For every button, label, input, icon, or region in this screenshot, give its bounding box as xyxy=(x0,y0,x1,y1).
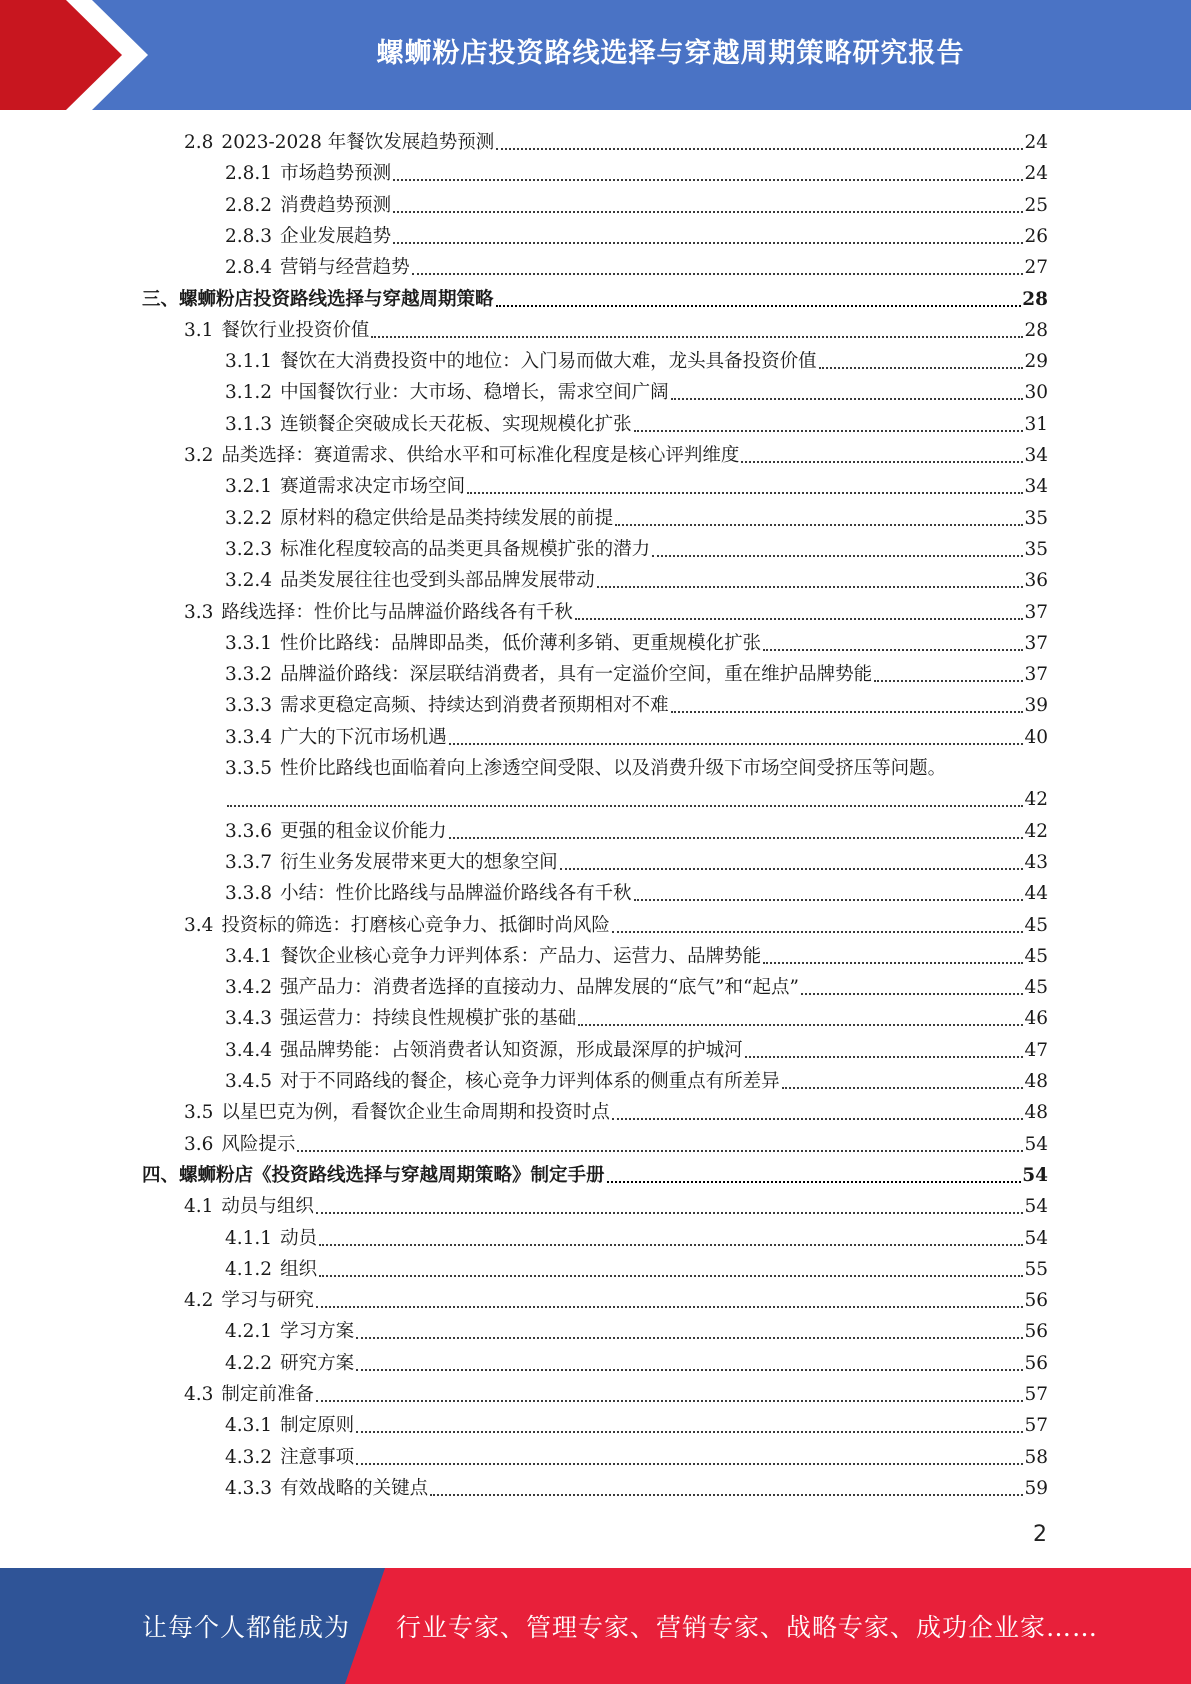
toc-entry-number: 3.3.8 xyxy=(225,883,273,905)
toc-entry[interactable] xyxy=(184,127,1048,155)
toc-entry[interactable] xyxy=(184,1129,1048,1157)
toc-entry-title: 制定前准备 xyxy=(221,1384,314,1405)
toc-entry[interactable] xyxy=(225,221,1048,249)
toc-dot-leader xyxy=(612,1118,1024,1120)
toc-entry-page: 48 xyxy=(1024,1102,1048,1124)
toc-dot-leader xyxy=(801,993,1024,995)
toc-entry-title: 衍生业务发展带来更大的想象空间 xyxy=(280,851,558,873)
toc-dot-leader xyxy=(371,336,1023,338)
toc-entry[interactable] xyxy=(225,252,1048,280)
toc-entry-page: 30 xyxy=(1024,382,1048,404)
toc-entry-number: 4.2 xyxy=(184,1290,214,1312)
toc-dot-leader xyxy=(741,461,1023,463)
toc-entry[interactable] xyxy=(225,1066,1048,1094)
toc-entry-title: 餐饮行业投资价值 xyxy=(221,319,370,341)
toc-dot-leader xyxy=(467,492,1023,494)
toc-entry-number: 3.3 xyxy=(184,601,214,623)
toc-entry-title: 需求更稳定高频、持续达到消费者预期相对不难 xyxy=(280,695,669,717)
toc-entry-page: 44 xyxy=(1024,883,1048,905)
toc-entry-page: 46 xyxy=(1024,1008,1048,1030)
toc-entry-number: 4.3 xyxy=(184,1384,214,1405)
toc-dot-leader xyxy=(449,743,1024,745)
toc-entry-number: 4.1.1 xyxy=(225,1227,273,1249)
toc-dot-leader xyxy=(356,1369,1023,1371)
toc-entry-page: 54 xyxy=(1024,1227,1048,1249)
toc-dot-leader xyxy=(356,1463,1023,1465)
toc-entry-number: 2.8.2 xyxy=(225,194,273,216)
toc-dot-leader xyxy=(615,524,1023,526)
toc-entry-title-line xyxy=(225,757,946,781)
toc-dot-leader xyxy=(319,1275,1023,1277)
toc-entry-page: 58 xyxy=(1024,1446,1048,1468)
footer-slogan-left: 让每个人都能成为 xyxy=(142,1613,351,1642)
toc-entry-number: 4.3.2 xyxy=(225,1446,273,1468)
toc-entry-title: 消费趋势预测 xyxy=(280,194,392,216)
toc-entry-title: 性价比路线：品牌即品类，低价薄利多销、更重规模化扩张 xyxy=(280,632,762,654)
toc-entry-title: 强运营力：持续良性规模扩张的基础 xyxy=(280,1008,577,1030)
toc-dot-leader xyxy=(393,211,1023,213)
toc-entry-title: 研究方案 xyxy=(280,1352,355,1374)
toc-entry-title: 学习方案 xyxy=(280,1321,355,1343)
toc-entry[interactable] xyxy=(225,190,1048,218)
toc-entry[interactable] xyxy=(225,409,1048,437)
toc-entry-page: 56 xyxy=(1024,1290,1048,1312)
toc-entry-title: 餐饮在大消费投资中的地位：入门易而做大难，龙头具备投资价值 xyxy=(280,351,817,373)
toc-entry-title: 品牌溢价路线：深层联结消费者，具有一定溢价空间，重在维护品牌势能 xyxy=(280,664,873,686)
toc-entry-number: 3.2 xyxy=(184,445,214,466)
page-footer xyxy=(0,1568,1191,1684)
toc-entry-number: 3.3.7 xyxy=(225,851,273,873)
toc-entry[interactable] xyxy=(184,1097,1048,1125)
toc-entry-page: 34 xyxy=(1024,476,1048,498)
toc-entry-title: 赛道需求决定市场空间 xyxy=(280,476,466,498)
toc-entry-title: 动员 xyxy=(280,1227,318,1249)
toc-entry-title: 2023-2028 年餐饮发展趋势预测 xyxy=(221,132,495,153)
toc-dot-leader xyxy=(874,680,1023,682)
toc-entry-page: 54 xyxy=(1024,1196,1048,1218)
toc-entry-number: 3.2.3 xyxy=(225,538,273,560)
toc-entry-number: 3.1.2 xyxy=(225,382,273,404)
toc-entry-title: 路线选择：性价比与品牌溢价路线各有千秋 xyxy=(221,601,573,623)
toc-entry-page: 57 xyxy=(1024,1384,1048,1405)
toc-entry-number: 3.3.5 xyxy=(225,758,273,779)
toc-dot-leader xyxy=(316,1306,1024,1308)
toc-entry[interactable] xyxy=(225,471,1048,499)
toc-entry-page: 56 xyxy=(1024,1321,1048,1343)
toc-entry-number: 2.8.3 xyxy=(225,225,273,247)
toc-entry-page: 56 xyxy=(1024,1352,1048,1374)
toc-entry-number: 3.1.1 xyxy=(225,351,273,373)
toc-entry-title: 强品牌势能：占领消费者认知资源，形成最深厚的护城河 xyxy=(280,1039,743,1061)
toc-dot-leader xyxy=(227,805,1023,807)
toc-entry[interactable] xyxy=(184,440,1048,468)
toc-entry-number: 3.4 xyxy=(184,914,214,936)
toc-entry[interactable] xyxy=(184,597,1048,625)
toc-entry-page: 24 xyxy=(1024,163,1048,185)
toc-entry-page: 35 xyxy=(1024,538,1048,560)
toc-dot-leader xyxy=(763,962,1023,964)
toc-entry-title: 强产品力：消费者选择的直接动力、品牌发展的“底气”和“起点” xyxy=(280,977,799,999)
toc-dot-leader xyxy=(393,242,1023,244)
toc-entry[interactable] xyxy=(225,847,1048,875)
toc-entry-page: 59 xyxy=(1024,1477,1048,1499)
toc-entry-number: 3.2.1 xyxy=(225,476,273,498)
toc-entry[interactable] xyxy=(184,1379,1048,1407)
toc-dot-leader xyxy=(575,618,1024,620)
toc-entry-page: 54 xyxy=(1022,1164,1048,1186)
toc-dot-leader xyxy=(412,273,1024,275)
page-number: 2 xyxy=(1033,1522,1047,1547)
toc-entry-title: 市场趋势预测 xyxy=(280,163,392,185)
toc-entry-title: 企业发展趋势 xyxy=(280,225,392,247)
toc-entry-number: 3.4.3 xyxy=(225,1008,273,1030)
toc-entry-number: 4.1 xyxy=(184,1196,214,1218)
toc-dot-leader xyxy=(819,367,1024,369)
toc-entry-page: 48 xyxy=(1024,1071,1048,1092)
toc-entry-page: 57 xyxy=(1024,1415,1048,1437)
toc-dot-leader xyxy=(496,148,1023,150)
toc-dot-leader xyxy=(607,1181,1022,1183)
toc-entry-page: 45 xyxy=(1024,914,1048,936)
toc-entry-number: 3.3.4 xyxy=(225,726,273,748)
toc-entry-number: 3.1.3 xyxy=(225,413,273,435)
toc-entry-page: 37 xyxy=(1024,601,1048,623)
toc-entry-number: 4.2.1 xyxy=(225,1321,273,1343)
toc-entry-number: 3.3.3 xyxy=(225,695,273,717)
toc-entry[interactable] xyxy=(225,377,1048,405)
toc-entry-page: 45 xyxy=(1024,945,1048,967)
toc-entry-page: 26 xyxy=(1024,225,1048,247)
toc-entry-number: 3.4.4 xyxy=(225,1039,273,1061)
toc-entry-title: 餐饮企业核心竞争力评判体系：产品力、运营力、品牌势能 xyxy=(280,945,762,967)
toc-dot-leader xyxy=(597,586,1024,588)
toc-entry-page: 55 xyxy=(1024,1258,1048,1280)
toc-entry-title: 原材料的稳定供给是品类持续发展的前提 xyxy=(280,507,614,529)
footer-slogan-right: 行业专家、管理专家、营销专家、战略专家、成功企业家…… xyxy=(396,1613,1099,1642)
toc-entry-number: 3.2.4 xyxy=(225,570,273,592)
toc-entry-page: 43 xyxy=(1024,851,1048,873)
toc-entry[interactable] xyxy=(225,346,1048,374)
toc-entry-title: 注意事项 xyxy=(280,1446,355,1468)
toc-dot-leader xyxy=(496,305,1022,307)
toc-entry[interactable] xyxy=(225,565,1048,593)
toc-entry[interactable] xyxy=(225,972,1048,1000)
toc-entry[interactable] xyxy=(225,690,1048,718)
toc-entry[interactable] xyxy=(225,534,1048,562)
toc-entry[interactable] xyxy=(184,1191,1048,1219)
toc-entry-number: 4.2.2 xyxy=(225,1352,273,1374)
toc-entry-title: 组织 xyxy=(280,1258,318,1280)
toc-entry[interactable] xyxy=(225,878,1048,906)
toc-entry[interactable] xyxy=(225,1003,1048,1031)
toc-chapter-entry[interactable] xyxy=(142,284,1048,312)
toc-entry-page: 37 xyxy=(1024,632,1048,654)
toc-entry-number: 2.8 xyxy=(184,132,214,153)
toc-entry[interactable] xyxy=(225,503,1048,531)
toc-entry-page: 42 xyxy=(1024,820,1048,842)
toc-entry[interactable] xyxy=(184,910,1048,938)
page-header xyxy=(0,0,1191,110)
toc-dot-leader xyxy=(356,1337,1023,1339)
toc-entry-title: 风险提示 xyxy=(221,1133,296,1155)
toc-entry[interactable] xyxy=(225,1035,1048,1063)
toc-dot-leader xyxy=(560,868,1024,870)
toc-entry-page: 39 xyxy=(1024,695,1048,717)
toc-entry-title: 标准化程度较高的品类更具备规模扩张的潜力 xyxy=(280,538,651,560)
toc-entry-title: 营销与经营趋势 xyxy=(280,257,410,279)
toc-dot-leader xyxy=(634,899,1024,901)
toc-entry-number: 4.1.2 xyxy=(225,1258,273,1280)
toc-entry-title: 连锁餐企突破成长天花板、实现规模化扩张 xyxy=(280,413,632,435)
toc-dot-leader xyxy=(763,649,1023,651)
toc-entry[interactable] xyxy=(225,628,1048,656)
toc-dot-leader xyxy=(782,1087,1024,1089)
toc-entry-page: 24 xyxy=(1024,132,1048,153)
toc-entry[interactable] xyxy=(225,1473,1048,1501)
toc-entry-page: 40 xyxy=(1024,726,1048,748)
toc-entry-page: 29 xyxy=(1024,351,1048,373)
toc-dot-leader xyxy=(316,1212,1024,1214)
toc-entry[interactable] xyxy=(225,1442,1048,1470)
toc-dot-leader xyxy=(745,1056,1024,1058)
toc-dot-leader xyxy=(297,1150,1023,1152)
toc-dot-leader xyxy=(652,555,1023,557)
toc-entry[interactable] xyxy=(225,158,1048,186)
toc-entry-title: 三、螺蛳粉店投资路线选择与穿越周期策略 xyxy=(142,288,494,310)
toc-dot-leader xyxy=(671,398,1024,400)
toc-entry-number: 3.4.1 xyxy=(225,945,273,967)
toc-entry-number: 3.4.5 xyxy=(225,1071,273,1092)
toc-dot-leader xyxy=(449,837,1024,839)
toc-entry-title: 动员与组织 xyxy=(221,1196,314,1218)
toc-entry[interactable] xyxy=(225,722,1048,750)
toc-dot-leader xyxy=(612,931,1024,933)
toc-entry[interactable] xyxy=(184,315,1048,343)
toc-entry[interactable] xyxy=(225,1316,1048,1344)
toc-dot-leader xyxy=(634,430,1024,432)
toc-dot-leader xyxy=(393,179,1023,181)
toc-entry-number: 3.2.2 xyxy=(225,507,273,529)
toc-entry[interactable] xyxy=(184,1285,1048,1313)
toc-entry-title: 制定原则 xyxy=(280,1415,355,1437)
header-arrow-decoration xyxy=(0,0,160,110)
toc-dot-leader xyxy=(319,1244,1023,1246)
toc-entry-page: 42 xyxy=(1024,789,1048,811)
toc-entry-page: 35 xyxy=(1024,507,1048,529)
toc-entry-page: 27 xyxy=(1024,257,1048,279)
toc-entry-number: 3.3.1 xyxy=(225,632,273,654)
toc-entry-number: 3.6 xyxy=(184,1133,214,1155)
toc-entry-page: 54 xyxy=(1024,1133,1048,1155)
toc-dot-leader xyxy=(671,711,1024,713)
toc-dot-leader xyxy=(316,1400,1024,1402)
toc-entry-number: 3.3.6 xyxy=(225,820,273,842)
toc-entry[interactable] xyxy=(225,941,1048,969)
toc-entry-page: 28 xyxy=(1022,288,1048,310)
toc-entry-title: 广大的下沉市场机遇 xyxy=(280,726,447,748)
toc-chapter-entry[interactable] xyxy=(142,1160,1048,1188)
toc-entry[interactable] xyxy=(225,1410,1048,1438)
document-title: 螺蛳粉店投资路线选择与穿越周期策略研究报告 xyxy=(376,37,965,69)
toc-entry-title: 更强的租金议价能力 xyxy=(280,820,447,842)
toc-dot-leader xyxy=(430,1494,1023,1496)
toc-entry-title: 对于不同路线的餐企，核心竞争力评判体系的侧重点有所差异 xyxy=(280,1071,780,1092)
toc-entry-page: 34 xyxy=(1024,445,1048,466)
toc-entry-page: 31 xyxy=(1024,413,1048,435)
toc-entry-number: 3.4.2 xyxy=(225,977,273,999)
toc-entry-title: 以星巴克为例，看餐饮企业生命周期和投资时点 xyxy=(221,1102,610,1124)
toc-dot-leader xyxy=(356,1431,1023,1433)
toc-entry-number: 3.1 xyxy=(184,319,214,341)
toc-entry-page: 36 xyxy=(1024,570,1048,592)
toc-entry-title: 中国餐饮行业：大市场、稳增长，需求空间广阔 xyxy=(280,382,669,404)
toc-entry[interactable] xyxy=(225,659,1048,687)
toc-entry-page: 47 xyxy=(1024,1039,1048,1061)
toc-entry-page: 25 xyxy=(1024,194,1048,216)
toc-entry-number: 4.3.3 xyxy=(225,1477,273,1499)
toc-entry-title: 学习与研究 xyxy=(221,1290,314,1312)
toc-entry-title: 品类选择：赛道需求、供给水平和可标准化程度是核心评判维度 xyxy=(221,445,740,466)
toc-entry[interactable] xyxy=(225,1223,1048,1251)
toc-entry-number: 2.8.4 xyxy=(225,257,273,279)
toc-entry-title: 投资标的筛选：打磨核心竞争力、抵御时尚风险 xyxy=(221,914,610,936)
toc-entry-title: 四、螺蛳粉店《投资路线选择与穿越周期策略》制定手册 xyxy=(142,1164,605,1186)
toc-entry-title: 性价比路线也面临着向上渗透空间受限、以及消费升级下市场空间受挤压等问题。 xyxy=(280,758,947,779)
toc-entry-page: 28 xyxy=(1024,319,1048,341)
toc-entry-number: 3.5 xyxy=(184,1102,214,1124)
toc-entry-page: 37 xyxy=(1024,664,1048,686)
toc-entry-number: 3.3.2 xyxy=(225,664,273,686)
toc-entry[interactable] xyxy=(225,816,1048,844)
toc-dot-leader xyxy=(578,1024,1023,1026)
toc-entry-title: 小结：性价比路线与品牌溢价路线各有千秋 xyxy=(280,883,632,905)
toc-entry-page: 45 xyxy=(1024,977,1048,999)
toc-entry-continuation[interactable] xyxy=(225,784,1048,812)
toc-entry[interactable] xyxy=(225,1254,1048,1282)
toc-entry-title: 品类发展往往也受到头部品牌发展带动 xyxy=(280,570,595,592)
toc-entry-number: 2.8.1 xyxy=(225,163,273,185)
toc-entry[interactable] xyxy=(225,1348,1048,1376)
toc-entry-title: 有效战略的关键点 xyxy=(280,1477,429,1499)
toc-entry-number: 4.3.1 xyxy=(225,1415,273,1437)
